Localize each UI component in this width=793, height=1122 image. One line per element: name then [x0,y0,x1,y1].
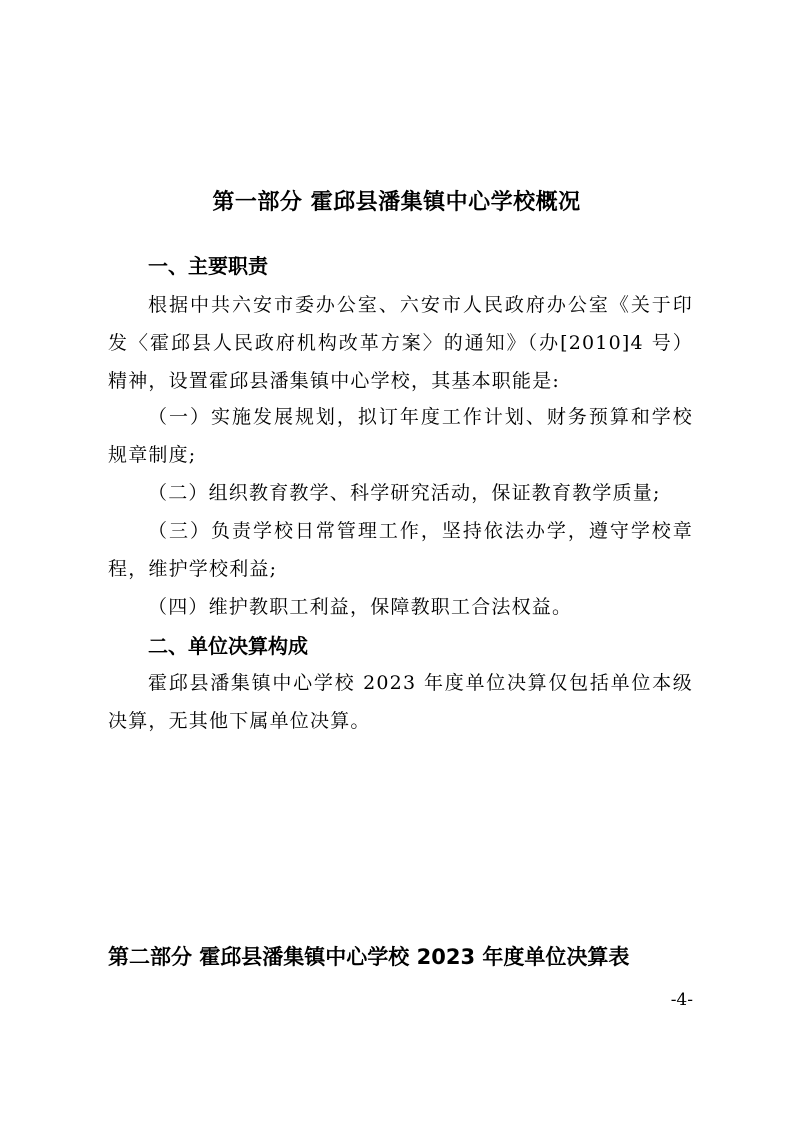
part2-title: 第二部分 霍邱县潘集镇中心学校 2023 年度单位决算表 [108,945,630,969]
section1-heading: 一、主要职责 [148,254,268,278]
page-number: -4- [670,990,693,1010]
part1-title: 第一部分 霍邱县潘集镇中心学校概况 [212,190,581,215]
section1-item-2: （二）组织教育教学、科学研究活动，保证教育教学质量; [148,482,661,504]
section1-item-3: （三）负责学校日常管理工作，坚持依法办学，遵守学校章程，维护学校利益; [108,520,693,580]
section1-item-4: （四）维护教职工利益，保障教职工合法权益。 [148,596,573,618]
section1-item-1: （一）实施发展规划，拟订年度工作计划、财务预算和学校规章制度; [108,406,693,466]
section2-heading: 二、单位决算构成 [148,634,308,658]
section1-intro: 根据中共六安市委办公室、六安市人民政府办公室《关于印发〈霍邱县人民政府机构改革方案〉的通知》（办[2010]4 号）精神，设置霍邱县潘集镇中心学校，其基本职能是: [108,294,693,392]
section2-body: 霍邱县潘集镇中心学校 2023 年度单位决算仅包括单位本级决算，无其他下属单位决算。 [108,672,693,732]
